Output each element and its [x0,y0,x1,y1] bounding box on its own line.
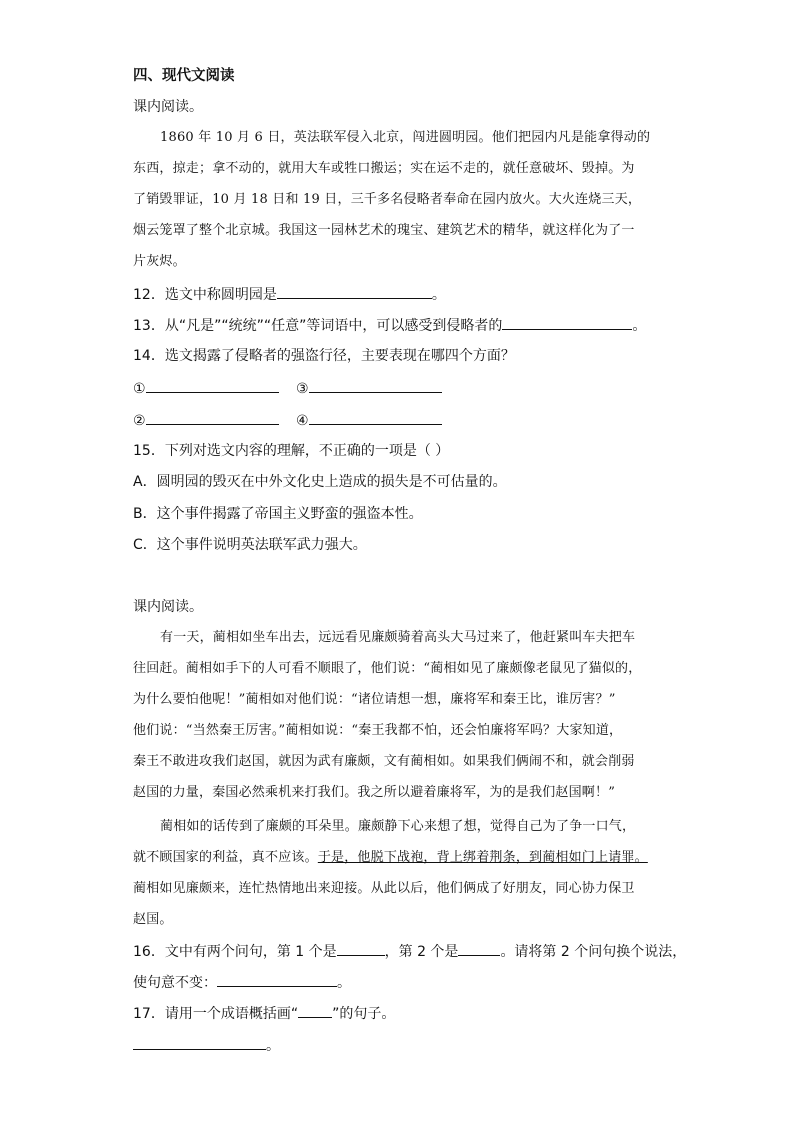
answer-row: ① [133,378,279,399]
question-13: 13．从“凡是”“统统”“任意”等词语中，可以感受到侵略者的 。 [133,315,646,336]
passage-line: 蔺相如的话传到了廉颇的耳朵里。廉颇静下心来想了想，觉得自己为了争一口气， [160,819,636,834]
passage-line: 了销毁罪证，10 月 18 日和 19 日，三千多名侵略者奉命在园内放火。大火连烧三天， [133,192,642,207]
answer-row: ③ [296,378,442,399]
passage-line: 东西，掠走；拿不动的，就用大车或牲口搬运；实在运不走的，就任意破坏、毁掉。为 [133,161,635,176]
answer-row: ④ [296,410,442,431]
answer-blank[interactable] [133,1035,266,1050]
reading-intro: 课内阅读。 [133,99,203,115]
question-14: 14．选文揭露了侵略者的强盗行径，主要表现在哪四个方面？ [133,348,515,364]
answer-blank[interactable] [217,972,337,987]
answer-blank[interactable] [337,941,385,956]
passage-line: 就不顾国家的利益，真不应该。于是，他脱下战袍，背上绑着荆条，到蔺相如门上请罪。 [133,850,648,865]
question-12: 12．选文中称圆明园是 。 [133,284,446,305]
option-b[interactable]: B．这个事件揭露了帝国主义野蛮的强盗本性。 [133,506,423,522]
passage-line: 赵国。 [133,912,173,927]
passage-line: 1860 年 10 月 6 日，英法联军侵入北京，闯进圆明园。他们把园内凡是能拿得动的 [160,130,651,145]
passage-line: 往回赶。蔺相如手下的人可看不顺眼了，他们说：“蔺相如见了廉颇像老鼠见了猫似的， [133,661,642,676]
section-title: 四、现代文阅读 [133,68,235,84]
passage-line: 为什么要怕他呢！”蔺相如对他们说：“诸位请想一想，廉将军和秦王比，谁厉害？” [133,692,616,707]
option-c[interactable]: C．这个事件说明英法联军武力强大。 [133,537,367,553]
answer-row: ② [133,410,279,431]
passage-line: 蔺相如见廉颇来，连忙热情地出来迎接。从此以后，他们俩成了好朋友，同心协力保卫 [133,881,635,896]
question-16-continued: 使句意不变： 。 [133,972,351,993]
answer-blank[interactable] [309,410,442,425]
question-15: 15．下列对选文内容的理解，不正确的一项是（ ） [133,443,450,459]
answer-row: 。 [133,1035,280,1056]
passage-line: 烟云笼罩了整个北京城。我国这一园林艺术的瑰宝、建筑艺术的精华，就这样化为了一 [133,223,635,238]
answer-blank[interactable] [277,284,432,299]
answer-blank[interactable] [146,378,279,393]
underlined-sentence: 于是，他脱下战袍，背上绑着荆条，到蔺相如门上请罪。 [317,850,648,865]
answer-blank[interactable] [458,941,500,956]
question-16: 16．文中有两个问句，第 1 个是 ，第 2 个是 。请将第 2 个问句换个说法， [133,941,686,962]
underline-sample [298,1003,332,1018]
question-17: 17．请用一个成语概括画“ ”的句子。 [133,1003,395,1024]
answer-blank[interactable] [146,410,279,425]
option-a[interactable]: A．圆明园的毁灭在中外文化史上造成的损失是不可估量的。 [133,474,507,490]
passage-line: 他们说：“当然秦王厉害。”蔺相如说：“秦王我都不怕，还会怕廉将军吗？大家知道， [133,723,623,738]
answer-blank[interactable] [309,378,442,393]
reading-intro: 课内阅读。 [133,599,203,615]
passage-line: 秦王不敢进攻我们赵国，就因为武有廉颇，文有蔺相如。如果我们俩闹不和，就会削弱 [133,754,635,769]
answer-blank[interactable] [502,315,632,330]
passage-line: 有一天，蔺相如坐车出去，远远看见廉颇骑着高头大马过来了，他赶紧叫车夫把车 [160,630,636,645]
passage-line: 赵国的力量，秦国必然乘机来打我们。我之所以避着廉将军，为的是我们赵国啊！” [133,785,616,800]
passage-line: 片灰烬。 [133,254,186,269]
